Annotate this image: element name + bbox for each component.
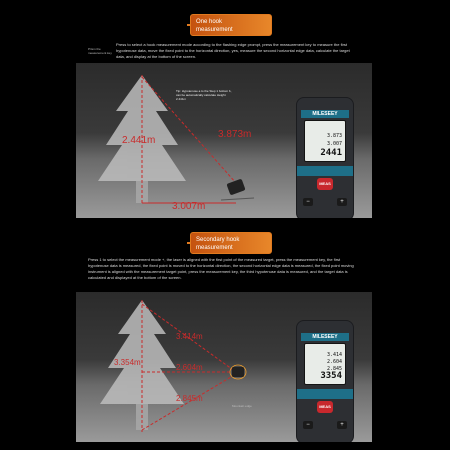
section1-tip: Tip: Hypotenuse a to the Step 1 bottom b, can be automatically calculate Height 2.441m — [176, 89, 232, 101]
section1-device — [296, 97, 354, 218]
section1-title-tag — [190, 14, 272, 36]
title-accent — [187, 242, 191, 244]
screen-reading-2-1: 3.414 — [326, 352, 342, 358]
mountain-edge-note: Mountain edge — [232, 404, 252, 408]
section2-title-line1: Secondary hook — [196, 237, 240, 243]
screen-result: 2441 — [320, 148, 342, 158]
section2-device — [296, 320, 354, 442]
section1-side-note: Prism the measurement key — [88, 47, 112, 55]
screen-reading-2-3: 2.845 — [326, 366, 342, 372]
meas-button[interactable]: MEAS — [317, 178, 333, 190]
device-brand-2: MILESEEY — [301, 333, 349, 341]
minus-key[interactable]: − — [303, 198, 313, 206]
device-screen-2 — [304, 343, 346, 385]
device-strip — [297, 166, 353, 176]
section2-description: Press 1 to select the measurement mode +, the laser is aligned with the first point of the measured target, press the measurement key, the first hypotenuse data is measured, the fixed point is moved to the horizontal direction, the second horizontal edge data is measured, the fixed point moving instrument is aligned with the measurement target point, press the measurement key, the third hypotenuse data is measured, and the target data is calculated and displayed at the bottom of the screen. — [88, 257, 354, 280]
bottom-measure-label: 2.845m — [176, 394, 203, 403]
vertical-measure-label-2: 3.354m — [114, 358, 141, 367]
screen-result-2: 3354 — [320, 371, 342, 381]
section1-title-line1: One hook — [196, 19, 223, 25]
screen-reading-2-2: 2.604 — [326, 359, 342, 365]
plus-key[interactable]: + — [337, 198, 347, 206]
plus-key-2[interactable]: + — [337, 421, 347, 429]
device-brand: MILESEEY — [301, 110, 349, 118]
laser-meter-held — [232, 367, 244, 377]
middle-measure-label: 2.604m — [176, 363, 203, 372]
section2-title-tag — [190, 232, 272, 254]
device-screen — [304, 120, 346, 162]
section1-title-line2: measurement — [196, 27, 233, 33]
device-strip-2 — [297, 389, 353, 399]
meas-button-2[interactable]: MEAS — [317, 401, 333, 413]
hypotenuse-measure-label: 3.873m — [218, 129, 252, 140]
section1-description: Press to select a hook measurement mode according to the flashing edge prompt, press the measurement key to measure the first hypotenuse data, move the fixed point to the horizontal direction, yes, measure the second horizontal edge data, calculate the target data, and display at the bottom of the screen. — [116, 42, 350, 59]
title-accent — [187, 24, 191, 26]
top-measure-label: 3.414m — [176, 332, 203, 341]
minus-key-2[interactable]: − — [303, 421, 313, 429]
laser-meter-on-ground — [226, 179, 245, 196]
section2-title-line2: measurement — [196, 245, 233, 251]
screen-reading-1: 3.873 — [326, 133, 342, 139]
screen-reading-2: 3.007 — [326, 141, 342, 147]
section1-illustration — [76, 63, 372, 218]
section2-illustration — [76, 292, 372, 442]
vertical-measure-label: 2.441m — [122, 135, 156, 146]
horizontal-measure-label: 3.007m — [172, 201, 206, 212]
